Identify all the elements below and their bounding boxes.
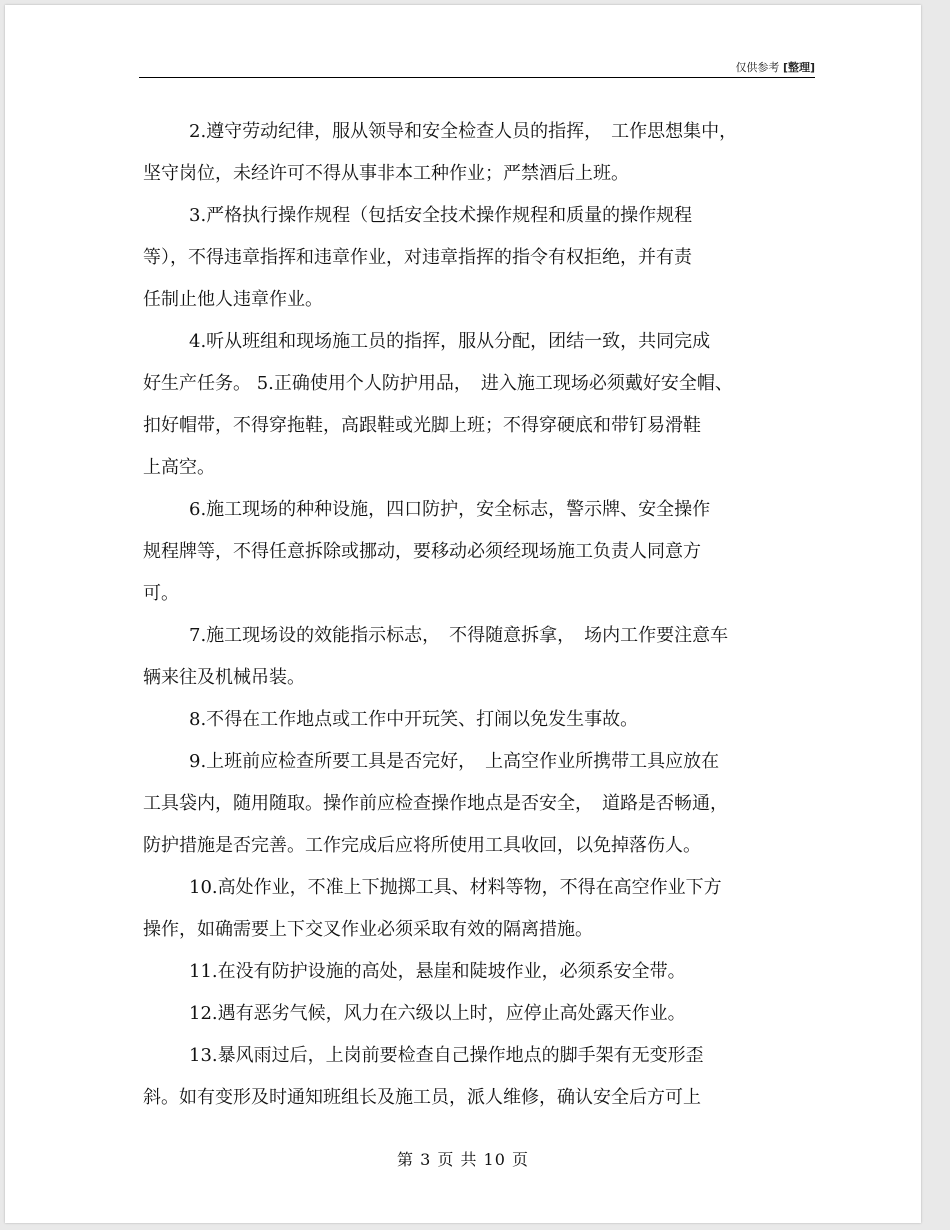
header-tag: [整理]	[782, 61, 815, 74]
text-line: 9.上班前应检查所要工具是否完好， 上高空作业所携带工具应放在	[189, 751, 720, 772]
header-note	[735, 59, 815, 75]
text-line: 13.暴风雨过后，上岗前要检查自己操作地点的脚手架有无变形歪	[189, 1045, 704, 1066]
text-line: 坚守岗位，未经许可不得从事非本工种作业；严禁酒后上班。	[143, 163, 629, 184]
text-line: 好生产任务。 5.正确使用个人防护用品， 进入施工现场必须戴好安全帽、	[143, 373, 733, 394]
document-page	[5, 5, 921, 1223]
text-line: 7.施工现场设的效能指示标志， 不得随意拆拿， 场内工作要注意车	[189, 625, 729, 646]
document-body	[139, 111, 807, 1119]
text-line: 辆来往及机械吊装。	[143, 667, 305, 688]
text-line: 11.在没有防护设施的高处，悬崖和陡坡作业，必须系安全带。	[189, 961, 686, 982]
text-line: 任制止他人违章作业。	[143, 289, 323, 310]
text-line: 4.听从班组和现场施工员的指挥，服从分配，团结一致，共同完成	[189, 331, 711, 352]
text-line: 操作，如确需要上下交叉作业必须采取有效的隔离措施。	[143, 919, 593, 940]
text-line: 扣好帽带，不得穿拖鞋，高跟鞋或光脚上班；不得穿硬底和带钉易滑鞋	[143, 415, 701, 436]
page-footer: 第 3 页 共 10 页	[397, 1150, 529, 1169]
text-line: 12.遇有恶劣气候，风力在六级以上时，应停止高处露天作业。	[189, 1003, 686, 1024]
text-line: 2.遵守劳动纪律，服从领导和安全检查人员的指挥， 工作思想集中，	[189, 121, 738, 142]
text-line: 等），不得违章指挥和违章作业，对违章指挥的指令有权拒绝，并有责	[143, 247, 692, 268]
text-line: 3.严格执行操作规程（包括安全技术操作规程和质量的操作规程	[189, 205, 693, 226]
text-line: 工具袋内，随用随取。操作前应检查操作地点是否安全， 道路是否畅通，	[143, 793, 728, 814]
text-line: 6.施工现场的种种设施，四口防护，安全标志，警示牌、安全操作	[189, 499, 711, 520]
text-line: 防护措施是否完善。工作完成后应将所使用工具收回，以免掉落伤人。	[143, 835, 701, 856]
text-line: 斜。如有变形及时通知班组长及施工员，派人维修，确认安全后方可上	[143, 1087, 701, 1108]
text-line: 上高空。	[143, 457, 215, 478]
text-line: 10.高处作业，不准上下抛掷工具、材料等物，不得在高空作业下方	[189, 877, 722, 898]
page-header	[139, 57, 815, 78]
text-line: 规程牌等，不得任意拆除或挪动，要移动必须经现场施工负责人同意方	[143, 541, 701, 562]
header-note-text: 仅供参考	[735, 61, 780, 74]
text-line: 8.不得在工作地点或工作中开玩笑、打闹以免发生事故。	[189, 709, 639, 730]
text-line: 可。	[143, 583, 179, 604]
